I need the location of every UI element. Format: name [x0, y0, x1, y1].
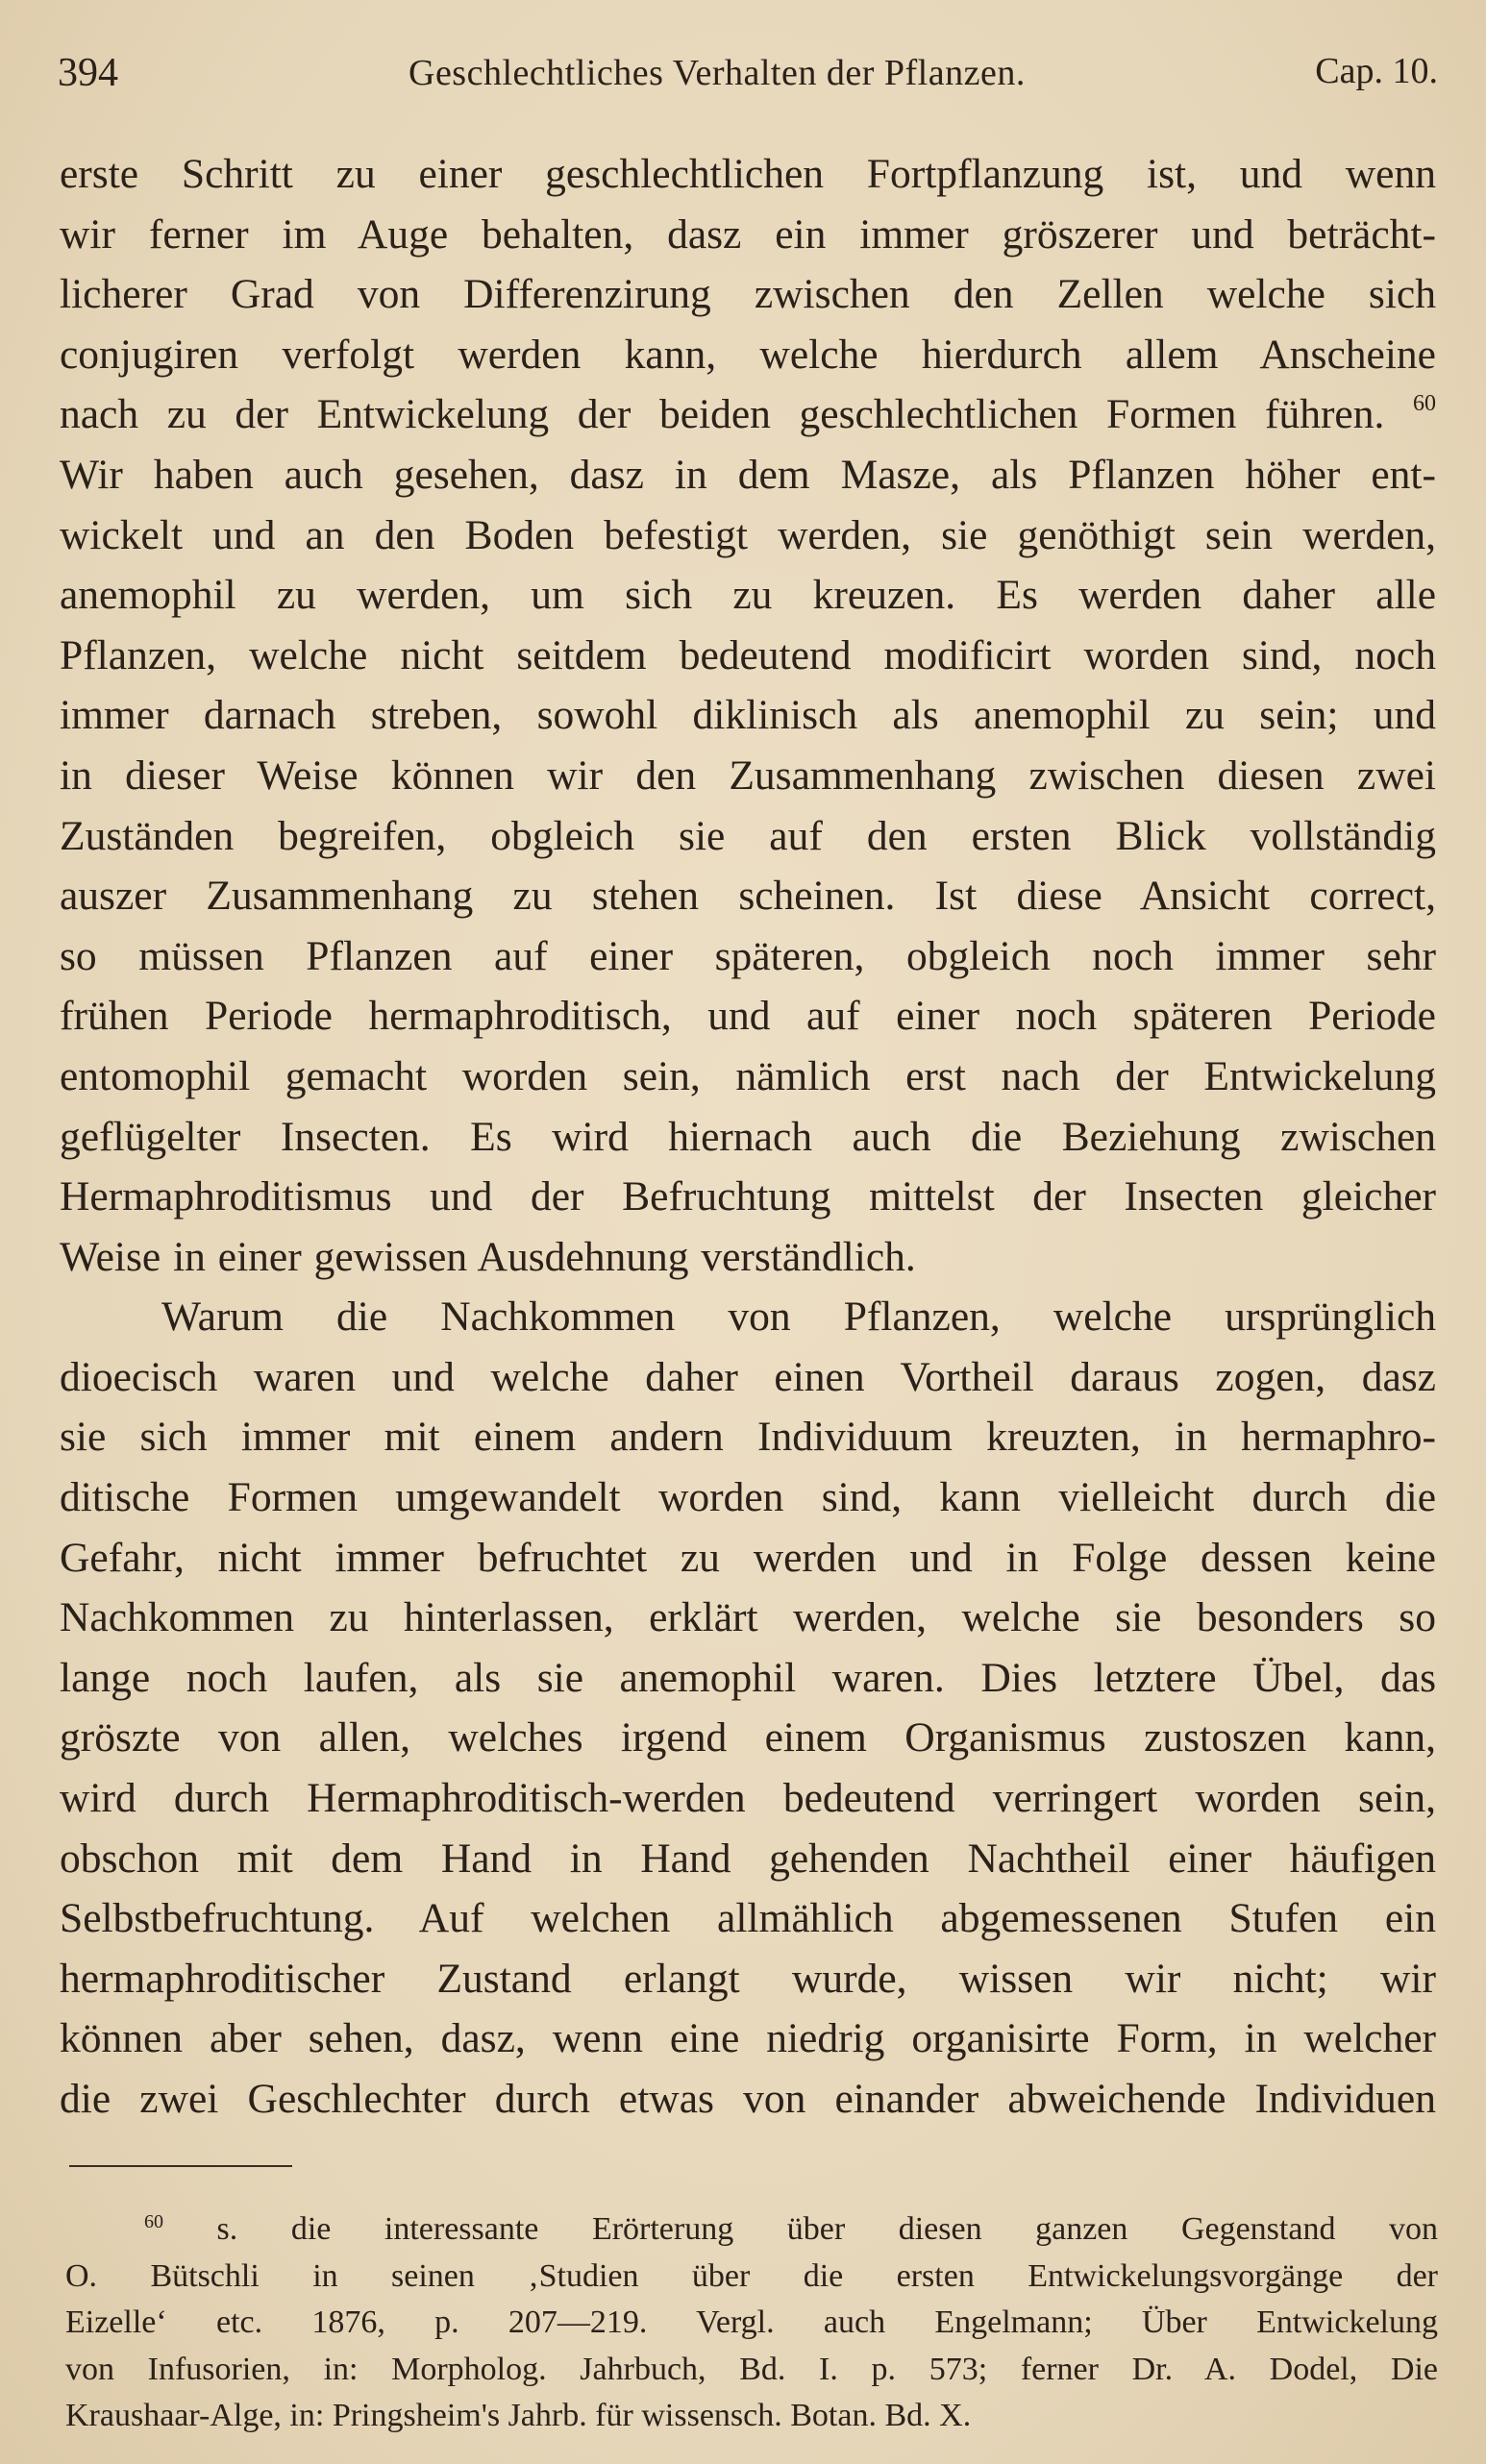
- text-line: [60, 384, 1436, 445]
- text-line: Wir haben auch gesehen, dasz in dem Masze, als Pflanzen höher ent-: [60, 451, 1436, 498]
- footnote-reference: 60: [1413, 391, 1436, 417]
- running-title: Geschlechtliches Verhalten der Pflanzen.: [409, 53, 1026, 93]
- text-line: conjugiren verfolgt werden kann, welche hierdurch allem Anscheine: [60, 331, 1436, 378]
- text-line: wickelt und an den Boden befestigt werden, sie genöthigt sein werden,: [60, 511, 1436, 558]
- footnote-line: O. Bütschli in seinen ‚Studien über die ersten Entwickelungsvorgänge der: [65, 2257, 1438, 2294]
- page-number: 394: [58, 51, 118, 95]
- text-line: geflügelter Insecten. Es wird hiernach auch die Beziehung zwischen: [60, 1113, 1436, 1160]
- text-line: frühen Periode hermaphroditisch, und auf einer noch späteren Periode: [60, 993, 1436, 1040]
- text-line: wir ferner im Auge behalten, dasz ein immer gröszerer und beträcht-: [60, 210, 1436, 258]
- text-line: dioecisch waren und welche daher einen Vortheil daraus zogen, dasz: [60, 1353, 1436, 1400]
- text-line: licherer Grad von Differenzirung zwischen den Zellen welche sich: [60, 271, 1436, 318]
- text-line: können aber sehen, dasz, wenn eine niedrig organisirte Form, in welcher: [60, 2015, 1436, 2062]
- text-line: auszer Zusammenhang zu stehen scheinen. Ist diese Ansicht correct,: [60, 873, 1436, 920]
- main-text: [60, 144, 1436, 2130]
- text-line: Weise in einer gewissen Ausdehnung verständlich.: [60, 1233, 916, 1280]
- footnote-line: von Infusorien, in: Morpholog. Jahrbuch, Bd. I. p. 573; ferner Dr. A. Dodel, Die: [65, 2351, 1438, 2387]
- footnote-line: Eizelle‘ etc. 1876, p. 207—219. Vergl. auch Engelmann; Über Entwickelung: [65, 2304, 1438, 2340]
- text-line: anemophil zu werden, um sich zu kreuzen. Es werden daher alle: [60, 572, 1436, 619]
- footnote-line: [65, 2206, 1438, 2254]
- footnote-line: Kraushaar-Alge, in: Pringsheim's Jahrb. für wissensch. Botan. Bd. X.: [65, 2398, 972, 2433]
- text-line: sie sich immer mit einem andern Individuum kreuzten, in hermaphro-: [60, 1414, 1436, 1461]
- text-line: wird durch Hermaphroditisch-werden bedeutend verringert worden sein,: [60, 1775, 1436, 1822]
- text-line: so müssen Pflanzen auf einer späteren, obgleich noch immer sehr: [60, 932, 1436, 979]
- text-line: gröszte von allen, welches irgend einem Organismus zustoszen kann,: [60, 1714, 1436, 1762]
- chapter-label: Cap. 10.: [1315, 51, 1438, 91]
- text-line: obschon mit dem Hand in Hand gehenden Nachtheil einer häufigen: [60, 1835, 1436, 1882]
- page-header: [58, 50, 1438, 108]
- text-line: Zuständen begreifen, obgleich sie auf den ersten Blick vollständig: [60, 812, 1436, 859]
- footnote-marker: 60: [144, 2211, 163, 2232]
- text-line: immer darnach streben, sowohl diklinisch als anemophil zu sein; und: [60, 692, 1436, 739]
- text-line: ditische Formen umgewandelt worden sind, kann vielleicht durch die: [60, 1474, 1436, 1521]
- text-line: lange noch laufen, als sie anemophil waren. Dies letztere Übel, das: [60, 1654, 1436, 1701]
- footnote-block: [65, 2206, 1438, 2440]
- text-line-content: nach zu der Entwickelung der beiden geschlechtlichen Formen führen.: [60, 391, 1385, 438]
- text-line: Warum die Nachkommen von Pflanzen, welche ursprünglich: [161, 1294, 1436, 1341]
- text-line: Hermaphroditismus und der Befruchtung mittelst der Insecten gleicher: [60, 1173, 1436, 1220]
- text-line: Gefahr, nicht immer befruchtet zu werden und in Folge dessen keine: [60, 1534, 1436, 1581]
- text-line: Nachkommen zu hinterlassen, erklärt werden, welche sie besonders so: [60, 1594, 1436, 1641]
- text-line: entomophil gemacht worden sein, nämlich erst nach der Entwickelung: [60, 1052, 1436, 1099]
- text-line: hermaphroditischer Zustand erlangt wurde, wissen wir nicht; wir: [60, 1955, 1436, 2002]
- footnote-line-content: s. die interessante Erörterung über diesen ganzen Gegenstand von: [216, 2211, 1438, 2247]
- text-line: in dieser Weise können wir den Zusammenhang zwischen diesen zwei: [60, 752, 1436, 799]
- text-line: die zwei Geschlechter durch etwas von einander abweichende Individuen: [60, 2076, 1436, 2122]
- footnote-divider: [69, 2165, 292, 2167]
- text-line: Pflanzen, welche nicht seitdem bedeutend modificirt worden sind, noch: [60, 631, 1436, 678]
- text-line: erste Schritt zu einer geschlechtlichen Fortpflanzung ist, und wenn: [60, 151, 1436, 197]
- text-line: Selbstbefruchtung. Auf welchen allmählich abgemessenen Stufen ein: [60, 1895, 1436, 1942]
